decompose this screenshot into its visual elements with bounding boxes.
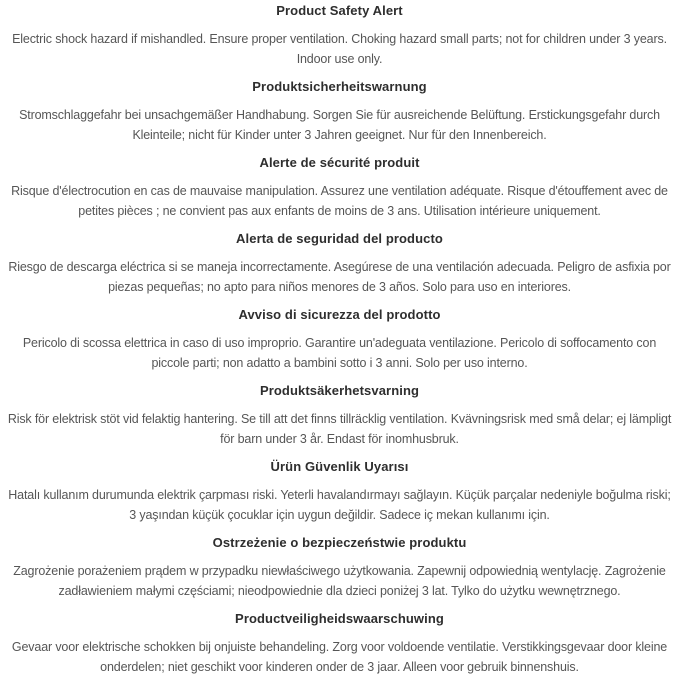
safety-section-de [6, 79, 673, 145]
section-heading-pl: Ostrzeżenie o bezpieczeństwie produktu [212, 535, 467, 550]
section-body-tr: Hatalı kullanım durumunda elektrik çarpması riski. Yeterli havalandırmayı sağlayın. Küçük parçalar nedeniyle boğulma riski; 3 yaşından küçük çocuklar için uygun değildir. Sadece iç mekan kullanımı için. [8, 488, 671, 522]
safety-section-tr [6, 459, 673, 525]
safety-section-it [6, 307, 673, 373]
safety-section-es [6, 231, 673, 297]
section-heading-it: Avviso di sicurezza del prodotto [238, 307, 441, 322]
section-body-es: Riesgo de descarga eléctrica si se maneja incorrectamente. Asegúrese de una ventilación adecuada. Peligro de asfixia por piezas pequeñas; no apto para niños menores de 3 años. Solo para uso en interiores. [8, 260, 671, 294]
section-heading-tr: Ürün Güvenlik Uyarısı [270, 459, 409, 474]
section-body-en: Electric shock hazard if mishandled. Ensure proper ventilation. Choking hazard small parts; not for children under 3 years. Indoor use only. [12, 32, 667, 66]
safety-section-nl [6, 611, 673, 677]
section-body-it: Pericolo di scossa elettrica in caso di uso improprio. Garantire un'adeguata ventilazione. Pericolo di soffocamento con piccole parti; non adatto a bambini sotto i 3 anni. Solo per uso interno. [22, 336, 657, 370]
section-body-pl: Zagrożenie porażeniem prądem w przypadku niewłaściwego użytkowania. Zapewnij odpowiednią wentylację. Zagrożenie zadławieniem małymi częściami; nieodpowiednie dla dzieci poniżej 3 lat. Tylko do użytku wewnętrznego. [13, 564, 666, 598]
safety-section-fr [6, 155, 673, 221]
section-heading-de: Produktsicherheitswarnung [252, 79, 427, 94]
safety-section-en [6, 3, 673, 69]
section-heading-nl: Productveiligheidswaarschuwing [235, 611, 444, 626]
section-body-nl: Gevaar voor elektrische schokken bij onjuiste behandeling. Zorg voor voldoende ventilatie. Verstikkingsgevaar door kleine onderdelen; niet geschikt voor kinderen onder de 3 jaar. Alleen voor gebruik binnenshuis. [11, 640, 668, 674]
section-heading-fr: Alerte de sécurité produit [259, 155, 420, 170]
section-heading-en: Product Safety Alert [276, 3, 403, 18]
safety-section-pl [6, 535, 673, 601]
section-body-sv: Risk för elektrisk stöt vid felaktig hantering. Se till att det finns tillräcklig ventilation. Kvävningsrisk med små delar; ej lämpligt för barn under 3 år. Endast för inomhusbruk. [7, 412, 672, 446]
section-heading-es: Alerta de seguridad del producto [236, 231, 443, 246]
section-body-fr: Risque d'électrocution en cas de mauvaise manipulation. Assurez une ventilation adéquate. Risque d'étouffement avec de petites pièces ; ne convient pas aux enfants de moins de 3 ans. Utilisation intérieure uniquement. [11, 184, 668, 218]
safety-section-sv [6, 383, 673, 449]
section-body-de: Stromschlaggefahr bei unsachgemäßer Handhabung. Sorgen Sie für ausreichende Belüftung. Erstickungsgefahr durch Kleinteile; nicht für Kinder unter 3 Jahren geeignet. Nur für den Innenbereich. [19, 108, 660, 142]
section-heading-sv: Produktsäkerhetsvarning [259, 383, 420, 398]
